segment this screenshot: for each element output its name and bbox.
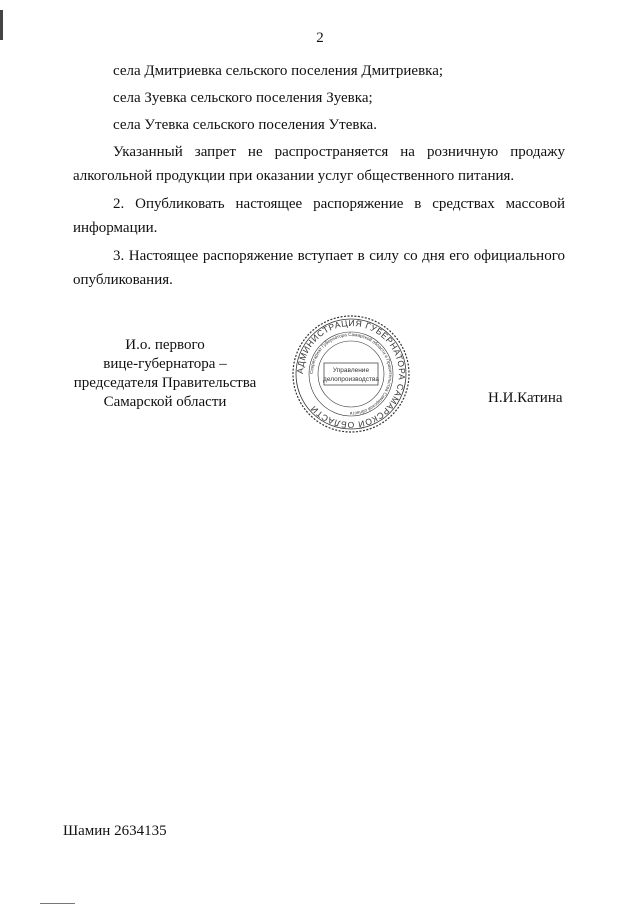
signer-title-block [40,336,290,412]
list-item-dmitrievka: села Дмитриевка сельского поселения Дмитриевка; [113,63,444,79]
signer-title-line: Самарской области [103,394,227,410]
exception-paragraph-line-2: алкогольной продукции при оказании услуг общественного питания. [73,168,515,184]
effective-paragraph-line-1: 3. Настоящее распоряжение вступает в силу со дня его официального [113,248,565,264]
publish-paragraph-line-1: 2. Опубликовать настоящее распоряжение в средствах массовой [113,196,565,212]
scan-bottom-mark [40,903,75,904]
seal-outer-text: АДМИНИСТРАЦИЯ ГУБЕРНАТОРА САМАРСКОЙ ОБЛАСТИ [294,317,408,431]
list-item-utevka: села Утевка сельского поселения Утевка. [113,117,377,133]
effective-paragraph-line-2: опубликования. [73,272,173,288]
exception-paragraph [73,140,565,188]
official-seal [290,313,412,435]
signer-title-line: председателя Правительства [73,375,257,391]
seal-center-line-2: делопроизводства [323,376,379,383]
executor-code: Шамин 2634135 [63,823,167,839]
signer-name: Н.И.Катина [488,390,563,406]
list-item-zuevka: села Зуевка сельского поселения Зуевка; [113,90,373,106]
seal-graphic [290,313,412,435]
publish-paragraph-line-2: информации. [73,220,158,236]
seal-center-line-1: Управление [332,367,370,374]
signer-title-line: И.о. первого [125,337,205,353]
exception-paragraph-line-1: Указанный запрет не распространяется на розничную продажу [113,144,565,160]
publish-paragraph [73,192,565,240]
page-number: 2 [316,30,324,46]
effective-paragraph [73,244,565,292]
seal-inner-text: Секретариат Губернатора Самарской области и Правительства Самарской области [308,331,394,417]
signer-title-line: вице-губернатора – [103,356,227,372]
